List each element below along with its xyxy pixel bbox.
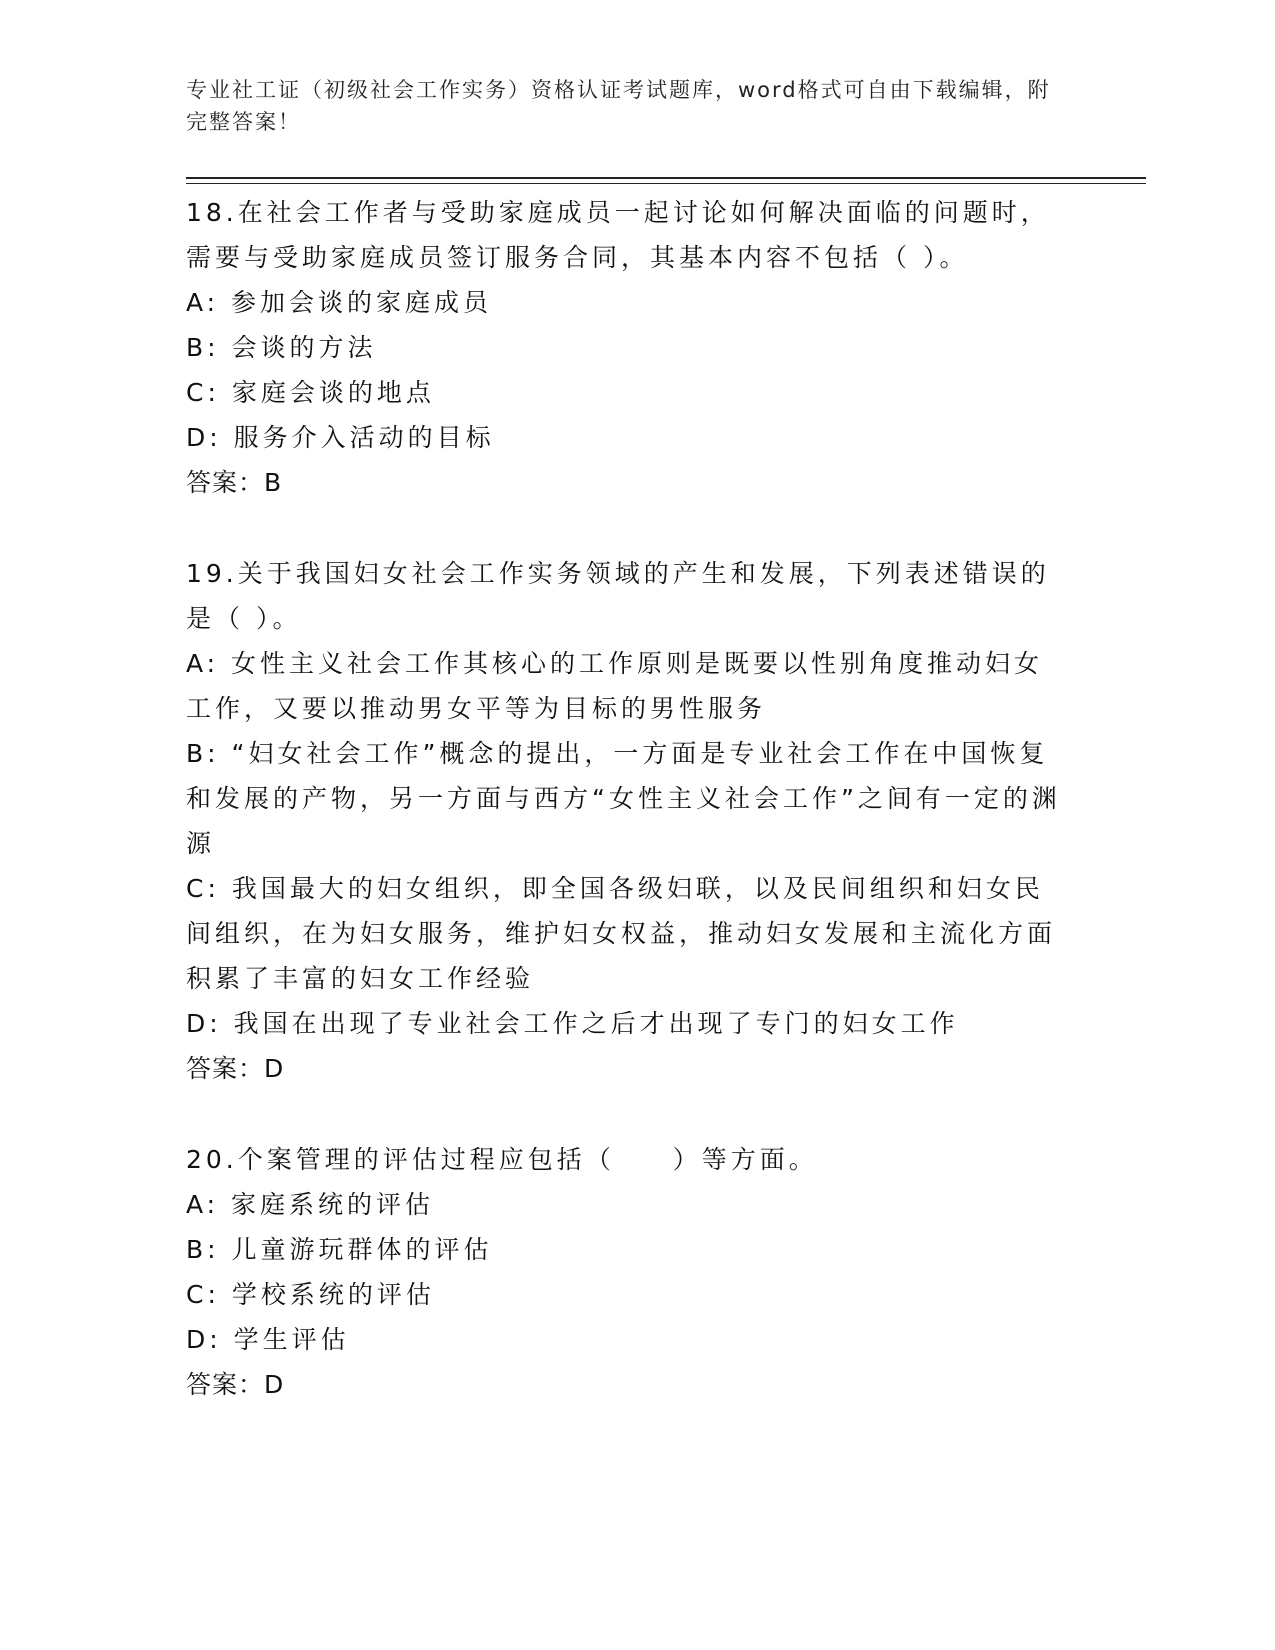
option-d: D: 我国在出现了专业社会工作之后才出现了专门的妇女工作 [186, 1009, 959, 1038]
question-stem: 19.关于我国妇女社会工作实务领域的产生和发展，下列表述错误的是（ ）。 [186, 559, 1050, 633]
option-a: A: 家庭系统的评估 [186, 1190, 435, 1219]
answer-line: 答案：D [186, 1370, 285, 1399]
option-c: C: 我国最大的妇女组织，即全国各级妇联，以及民间组织和妇女民间组织，在为妇女服务，维护妇女权益，推动妇女发展和主流化方面积累了丰富的妇女工作经验 [186, 874, 1057, 993]
option-d: D: 服务介入活动的目标 [186, 423, 495, 452]
header-divider-thick [186, 177, 1146, 179]
document-header: 专业社工证（初级社会工作实务）资格认证考试题库，word格式可自由下载编辑，附完整答案！ [186, 78, 1051, 134]
option-c: C: 学校系统的评估 [186, 1280, 435, 1309]
option-d: D: 学生评估 [186, 1325, 350, 1354]
header-divider-thin [186, 183, 1146, 184]
option-a: A: 参加会谈的家庭成员 [186, 288, 493, 317]
option-b: B: 会谈的方法 [186, 333, 377, 362]
question-20 [186, 1137, 1066, 1407]
answer-line: 答案：D [186, 1054, 285, 1083]
option-a: A: 女性主义社会工作其核心的工作原则是既要以性别角度推动妇女工作，又要以推动男女平等为目标的男性服务 [186, 649, 1044, 723]
option-b: B: “妇女社会工作”概念的提出，一方面是专业社会工作在中国恢复和发展的产物，另一方面与西方“女性主义社会工作”之间有一定的渊源 [186, 739, 1061, 858]
question-list [186, 190, 1066, 1453]
question-19 [186, 551, 1066, 1091]
option-c: C: 家庭会谈的地点 [186, 378, 435, 407]
answer-line: 答案：B [186, 468, 283, 497]
question-18 [186, 190, 1066, 505]
option-b: B: 儿童游玩群体的评估 [186, 1235, 493, 1264]
question-stem: 20.个案管理的评估过程应包括（ ）等方面。 [186, 1145, 818, 1174]
question-stem: 18.在社会工作者与受助家庭成员一起讨论如何解决面临的问题时，需要与受助家庭成员签订服务合同，其基本内容不包括（ ）。 [186, 198, 1050, 272]
